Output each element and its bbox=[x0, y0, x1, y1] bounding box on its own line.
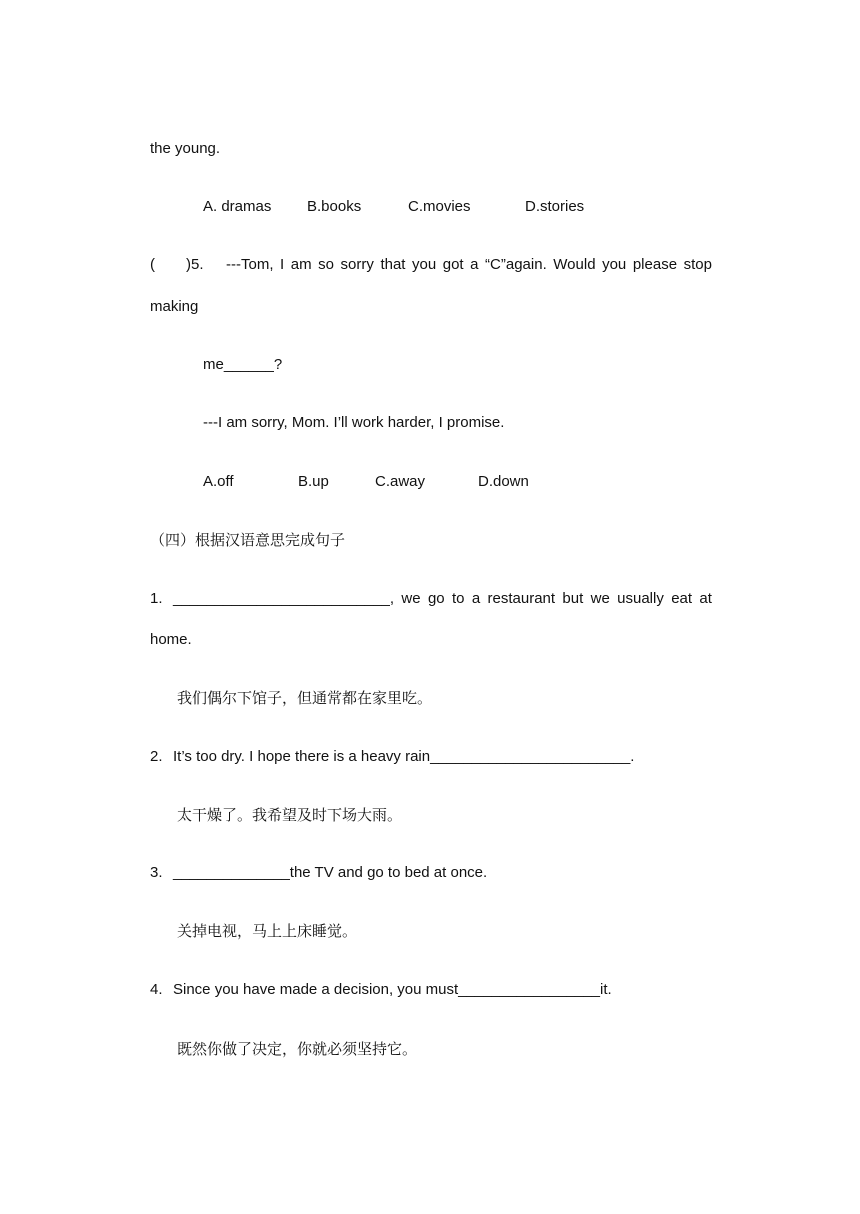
sentence-1-text bbox=[173, 589, 712, 609]
sentence-word: to bbox=[451, 590, 465, 607]
sentence-word: usually bbox=[617, 590, 664, 607]
q4-option-b: B.books bbox=[307, 198, 362, 215]
q5-line3: me______? bbox=[203, 356, 283, 373]
q4-continuation: the young. bbox=[150, 140, 221, 157]
q5-word: so bbox=[318, 256, 334, 273]
q5-option-d: D.down bbox=[478, 473, 529, 490]
q4-option-d: D.stories bbox=[525, 198, 585, 215]
q5-word: sorry bbox=[340, 256, 374, 273]
q5-word: “C”again. bbox=[485, 256, 547, 273]
q5-word: stop bbox=[683, 256, 712, 273]
sentence-word: a bbox=[471, 590, 481, 607]
sentence-word: we bbox=[590, 590, 610, 607]
q5-reply: ---I am sorry, Mom. I’ll work harder, I promise. bbox=[203, 414, 505, 431]
q5-stem bbox=[226, 255, 712, 275]
q4-option-a: A. dramas bbox=[203, 198, 272, 215]
sentence-3-number: 3. bbox=[150, 864, 163, 881]
q5-paren-close: )5. bbox=[186, 256, 204, 273]
sentence-3-chinese: 关掉电视，马上上床睡觉。 bbox=[177, 922, 358, 940]
sentence-word: but bbox=[562, 590, 584, 607]
q5-word: that bbox=[380, 256, 406, 273]
q5-word: got bbox=[442, 256, 464, 273]
q5-word: I bbox=[280, 256, 285, 273]
q5-word: you bbox=[602, 256, 627, 273]
sentence-1-number: 1. bbox=[150, 590, 163, 607]
sentence-word: we bbox=[401, 590, 421, 607]
q5-option-b: B.up bbox=[298, 473, 329, 490]
sentence-4-text: Since you have made a decision, you must_________________it. bbox=[173, 981, 612, 998]
sentence-word: eat bbox=[671, 590, 693, 607]
section-heading: （四）根据汉语意思完成句子 bbox=[150, 531, 346, 549]
q5-option-c: C.away bbox=[375, 473, 426, 490]
q5-word: ---Tom, bbox=[226, 256, 274, 273]
q5-word: Would bbox=[553, 256, 596, 273]
q5-option-a: A.off bbox=[203, 473, 234, 490]
q4-option-c: C.movies bbox=[408, 198, 471, 215]
sentence-word: at bbox=[699, 590, 712, 607]
sentence-4-chinese: 既然你做了决定，你就必须坚持它。 bbox=[177, 1040, 418, 1058]
sentence-3-text: ______________the TV and go to bed at once. bbox=[173, 864, 488, 881]
sentence-4-number: 4. bbox=[150, 981, 163, 998]
sentence-2-chinese: 太干燥了。我希望及时下场大雨。 bbox=[177, 806, 403, 824]
sentence-word: restaurant bbox=[487, 590, 556, 607]
sentence-1-line2: home. bbox=[150, 631, 192, 648]
q5-line2: making bbox=[150, 298, 199, 315]
q5-word: you bbox=[412, 256, 437, 273]
q5-paren-open: ( bbox=[150, 256, 155, 273]
sentence-word: go bbox=[427, 590, 445, 607]
q5-word: please bbox=[632, 256, 678, 273]
q5-word: a bbox=[470, 256, 479, 273]
q5-word: am bbox=[290, 256, 312, 273]
sentence-2-number: 2. bbox=[150, 748, 163, 765]
sentence-word: __________________________, bbox=[173, 590, 395, 607]
sentence-1-chinese: 我们偶尔下馆子，但通常都在家里吃。 bbox=[177, 689, 433, 707]
sentence-2-text: It’s too dry. I hope there is a heavy rain________________________. bbox=[173, 748, 635, 765]
